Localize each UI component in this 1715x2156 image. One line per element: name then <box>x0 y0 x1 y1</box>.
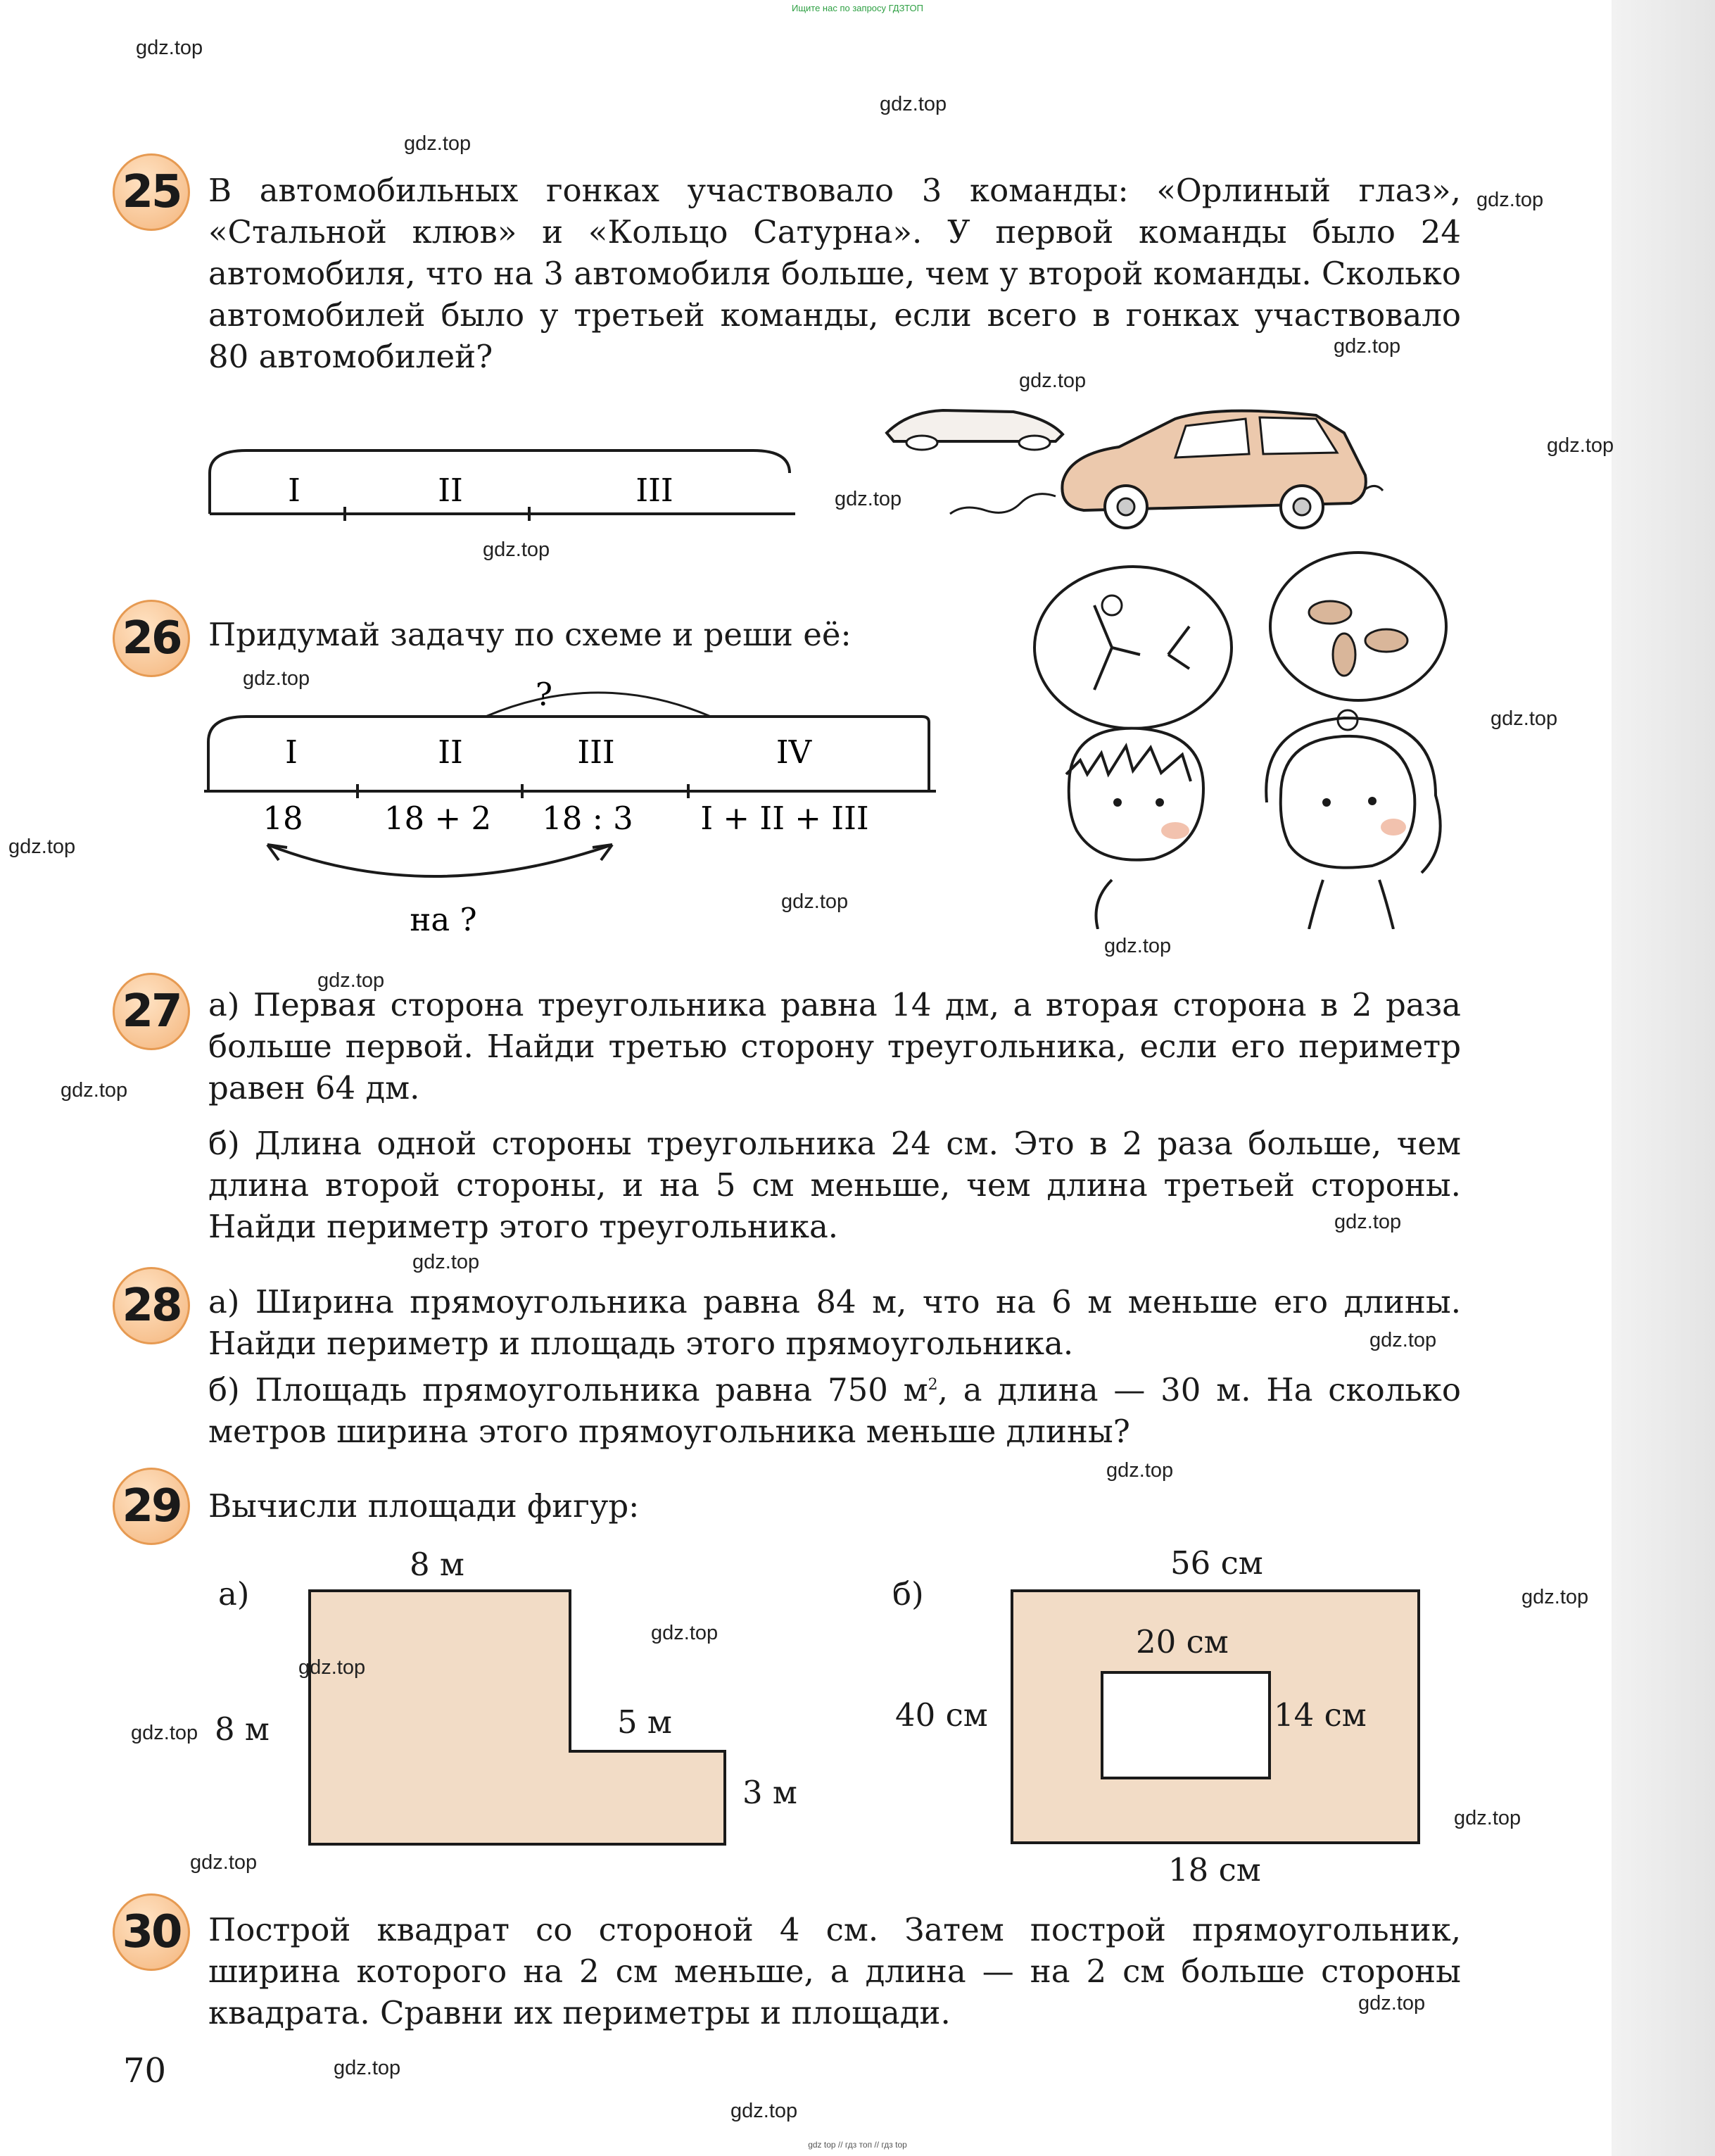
watermark: gdz.top <box>190 1851 258 1874</box>
watermark: gdz.top <box>404 132 472 155</box>
figure-a-top-label: 8 м <box>410 1546 464 1583</box>
page-number: 70 <box>123 2051 167 2091</box>
figure-b-letter: б) <box>892 1575 924 1613</box>
watermark: gdz.top <box>835 488 902 510</box>
task-25-badge: 25 <box>113 153 190 231</box>
segment-value-4: I + II + III <box>700 800 869 837</box>
task-30-text: Построй квадрат со стороной 4 см. Затем построй прямоугольник, ширина которого на 2 см меньше, а длина — на 2 см больше стороны квадрата. Сравни их периметры и площади. <box>208 1911 1461 2031</box>
watermark: gdz.top <box>1334 1211 1402 1233</box>
watermark: gdz.top <box>1106 1459 1174 1482</box>
watermark: gdz.top <box>1521 1586 1589 1608</box>
figure-b-top-label: 56 см <box>1170 1544 1263 1582</box>
watermark: gdz.top <box>1334 335 1401 358</box>
task-29-text: Вычисли площади фигур: <box>208 1487 640 1525</box>
figure-b-left-label: 40 см <box>895 1696 988 1734</box>
watermark: gdz.top <box>1104 935 1172 957</box>
task-27-part-b: б) Длина одной стороны треугольника 24 см. Это в 2 раза больше, чем длина второй стороны, и на 5 см меньше, чем длина третьей стороны. Найди периметр этого треугольника. <box>208 1125 1461 1245</box>
segment-label-3: III <box>577 733 615 771</box>
task-28-part-a: а) Ширина прямоугольника равна 84 м, что на 6 м меньше его длины. Найди периметр и площадь этого прямоугольника. <box>208 1283 1461 1362</box>
watermark: gdz.top <box>412 1251 480 1273</box>
bottom-note: gdz top // гдз топ // гдз top <box>808 2140 907 2150</box>
watermark: gdz.top <box>1019 370 1087 392</box>
watermark: gdz.top <box>317 969 385 992</box>
square-superscript: 2 <box>928 1376 938 1394</box>
task-27-badge: 27 <box>113 973 190 1050</box>
watermark: gdz.top <box>1547 434 1614 457</box>
task-28-part-b-start: б) Площадь прямоугольника равна 750 м <box>208 1371 928 1408</box>
segment-value-1: 18 <box>262 800 303 837</box>
figure-a-inner-label: 5 м <box>617 1703 672 1741</box>
figure-b-hole-height-label: 14 см <box>1274 1696 1367 1734</box>
segment-value-2: 18 + 2 <box>384 800 492 837</box>
segment-value-3: 18 : 3 <box>542 800 633 837</box>
task-27-part-a: а) Первая сторона треугольника равна 14 дм, а вторая сторона в 2 раза больше первой. Найди третью сторону треугольника, если его периметр равен 64 дм. <box>208 986 1461 1107</box>
task-28-part-b <box>208 1364 1461 1452</box>
segment-label-1: I <box>285 733 298 771</box>
race-cars-illustration <box>880 391 1386 531</box>
figure-a-letter: а) <box>218 1575 250 1613</box>
watermark: gdz.top <box>298 1656 366 1679</box>
task-28-part-b-end: , а длина — 30 м. На сколько метров ширина этого прямоугольника меньше длины? <box>208 1371 1461 1450</box>
watermark: gdz.top <box>334 2057 401 2079</box>
watermark: gdz.top <box>1476 189 1544 211</box>
watermark: gdz.top <box>8 836 76 858</box>
scheme-label-2: II <box>438 472 463 509</box>
thinking-children-illustration <box>1027 549 1471 929</box>
segment-label-2: II <box>438 733 463 771</box>
arc-label: на ? <box>410 901 477 936</box>
segment-label-4: IV <box>776 733 812 771</box>
task-26-badge: 26 <box>113 600 190 677</box>
watermark: gdz.top <box>651 1622 719 1644</box>
watermark: gdz.top <box>136 37 203 59</box>
scheme-question-mark: ? <box>535 676 553 713</box>
watermark: gdz.top <box>1358 1992 1426 2015</box>
figure-b-bottom-label: 18 см <box>1168 1851 1261 1889</box>
page-edge <box>1612 0 1715 2156</box>
task-26-text: Придумай задачу по схеме и реши её: <box>208 616 852 653</box>
figure-b-hole-width-label: 20 см <box>1136 1623 1229 1660</box>
watermark: gdz.top <box>1454 1807 1521 1829</box>
watermark: gdz.top <box>730 2100 798 2122</box>
figure-a-step-label: 3 м <box>742 1774 797 1811</box>
task-29-badge: 29 <box>113 1468 190 1545</box>
figure-a-left-label: 8 м <box>215 1710 270 1748</box>
task-25-text: В автомобильных гонках участвовало 3 команды: «Орлиный глаз», «Стальной клюв» и «Кольцо Сатурна». У первой команды было 24 автомобиля, что на 3 автомобиля больше, чем у второй команды. Сколько автомобилей было у третьей команды, если всего в гонках участвовало 80 автомобилей? <box>208 172 1461 375</box>
watermark: gdz.top <box>131 1722 198 1744</box>
scheme-label-1: I <box>288 472 300 509</box>
watermark: gdz.top <box>880 93 947 115</box>
top-note: Ищите нас по запросу ГДЗТОП <box>791 3 923 13</box>
task-25-scheme <box>204 443 802 521</box>
watermark: gdz.top <box>61 1079 128 1102</box>
watermark: gdz.top <box>1369 1329 1437 1351</box>
watermark: gdz.top <box>1491 707 1558 730</box>
task-30-badge: 30 <box>113 1893 190 1971</box>
watermark: gdz.top <box>781 890 849 913</box>
watermark: gdz.top <box>483 538 550 561</box>
watermark: gdz.top <box>243 667 310 690</box>
scheme-label-3: III <box>635 472 673 509</box>
task-28-badge: 28 <box>113 1267 190 1344</box>
